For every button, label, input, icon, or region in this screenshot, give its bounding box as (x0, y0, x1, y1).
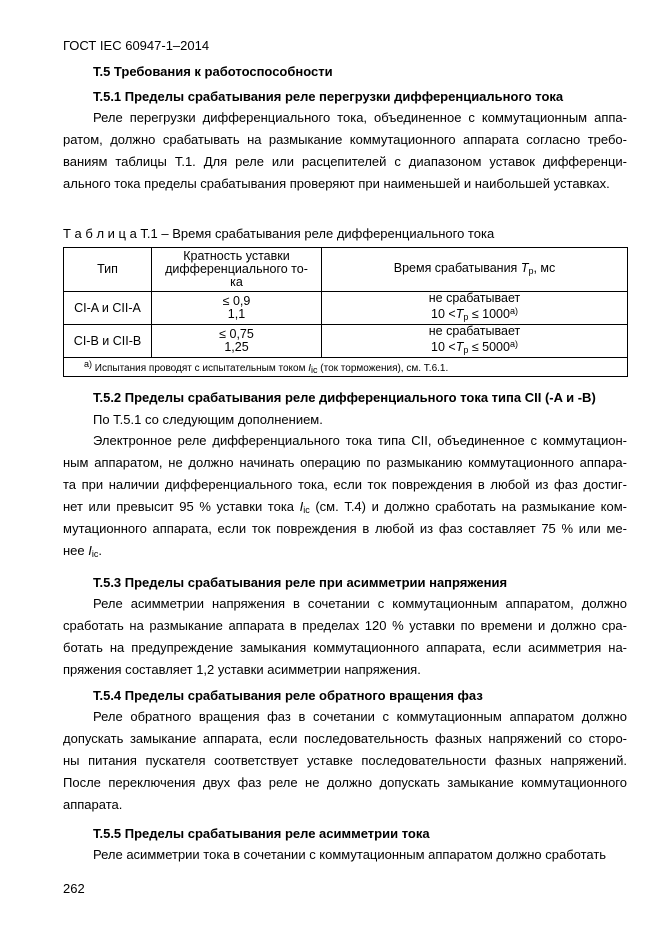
text-line: ваниям таблицы Т.1. Для реле или расцепителей с диапазоном уставок дифференци- (63, 154, 627, 169)
current-sub: ic (91, 549, 99, 559)
section-heading-t51: Т.5.1 Пределы срабатывания реле перегрузки дифференциального тока (93, 89, 564, 104)
table-row (64, 292, 628, 325)
cell-type: CI-B и CII-B (64, 325, 152, 358)
text-line: Реле асимметрии напряжения в сочетании с коммутационным аппаратом, должно (93, 596, 627, 611)
header-time-sub: р (528, 265, 534, 276)
table-t1 (63, 247, 628, 377)
time-value: не срабатывает (428, 324, 521, 338)
section-heading-t54: Т.5.4 Пределы срабатывания реле обратного вращения фаз (93, 688, 483, 703)
cell-ratio (152, 325, 322, 358)
header-ratio-line: ка (230, 275, 243, 289)
footnote-text: (ток торможения), см. Т.6.1. (317, 363, 449, 374)
text-line: мутационного аппарата, если ток повреждения в любой из фаз составляет 75 % или ме- (63, 521, 627, 536)
ratio-value: 1,1 (227, 307, 246, 321)
current-symbol: I (88, 543, 92, 558)
time-value: 10 < (431, 307, 456, 321)
time-symbol: T (455, 340, 464, 354)
ratio-value: ≤ 0,75 (219, 327, 254, 341)
text-line: Реле перегрузки дифференциального тока, объединенное с коммутационным аппа- (93, 110, 627, 125)
paragraph-t52 (63, 430, 627, 562)
paragraph-t54 (63, 706, 627, 816)
header-time-text: Время срабатывания (393, 260, 521, 275)
paragraph-t53 (63, 593, 627, 681)
section-heading-t53: Т.5.3 Пределы срабатывания реле при асимметрии напряжения (93, 575, 508, 590)
text-line: ратом, должно срабатывать на размыкание коммутационного аппарата согласно требо- (63, 132, 627, 147)
text-line: Реле обратного вращения фаз в сочетании с коммутационным аппаратом должно (93, 709, 627, 724)
page-number: 262 (63, 881, 85, 896)
cell-type: CI-A и CII-A (64, 292, 152, 325)
cell-time (322, 325, 628, 358)
table-header-row (64, 248, 628, 292)
header-time (322, 248, 628, 292)
paragraph-t51 (63, 107, 627, 195)
header-ratio-line: Кратность уставки (183, 249, 290, 263)
text-run: . (98, 543, 103, 558)
paragraph-t55 (63, 844, 627, 866)
text-line: ботать на предупреждение замыкания коммутационного аппарата, если асимметрия на- (63, 640, 627, 655)
text-line: ального тока пределы срабатывания проверяют при наименьшей и наибольшей уставках. (63, 176, 610, 191)
table-caption: Т а б л и ц а Т.1 – Время срабатывания реле дифференциального тока (63, 226, 495, 241)
text-line: Реле асимметрии тока в сочетании с коммутационным аппаратом должно сработать (93, 847, 607, 862)
current-symbol: I (299, 499, 304, 514)
footnote-symbol: I (308, 363, 311, 374)
section-heading-t5: Т.5 Требования к работоспособности (93, 64, 333, 79)
document-header: ГОСТ IEC 60947-1–2014 (63, 38, 210, 53)
header-type: Тип (64, 248, 152, 292)
section-heading-t55: Т.5.5 Пределы срабатывания реле асимметрии тока (93, 826, 430, 841)
time-value: ≤ 1000 (468, 307, 510, 321)
current-sub: ic (303, 505, 310, 515)
paragraph-t52-intro: По Т.5.1 со следующим дополнением. (93, 412, 323, 427)
time-value: 10 < (431, 340, 456, 354)
footnote-text: Испытания проводят с испытательным током (92, 363, 309, 374)
text-line (63, 540, 627, 562)
footnote-mark: а) (509, 306, 518, 316)
ratio-value: ≤ 0,9 (222, 294, 251, 308)
table-footnote (64, 358, 628, 377)
time-sub: р (463, 345, 469, 355)
cell-time (322, 292, 628, 325)
header-time-unit: , мс (533, 260, 556, 275)
header-ratio (152, 248, 322, 292)
text-line: ным аппаратом, не должно начинать операцию по размыканию коммутационного аппара- (63, 455, 627, 470)
text-line: аппарата. (63, 797, 123, 812)
cell-ratio (152, 292, 322, 325)
time-value: не срабатывает (428, 291, 521, 305)
text-run: (см. Т.4) и должно сработать на размыкание ком- (309, 499, 627, 514)
text-line: та при наличии дифференциального тока, если ток повреждения в любой из фаз достиг- (63, 477, 627, 492)
section-heading-t52: Т.5.2 Пределы срабатывания реле дифференциального тока типа CII (-A и -B) (93, 390, 596, 405)
text-line: ны питания пускателя соответствует уставке последовательности фазных напряжений. (63, 753, 627, 768)
time-sub: р (463, 312, 469, 322)
header-ratio-line: дифференциального то- (165, 262, 308, 276)
text-line: Электронное реле дифференциального тока типа CII, объединенное с коммутацион- (93, 433, 627, 448)
footnote-mark: а) (84, 359, 93, 369)
text-line: пряжения составляет 1,2 уставки асимметрии напряжения. (63, 662, 421, 677)
table-row (64, 325, 628, 358)
text-line: После переключения двух фаз реле не должно допускать замыкание коммутационного (63, 775, 627, 790)
text-run: нет или превысит 95 % уставки тока (63, 499, 300, 514)
footnote-sub: ic (311, 365, 318, 375)
table-note-row (64, 358, 628, 377)
text-line: допускать замыкание аппарата, если последовательность фазных напряжений со сторо- (63, 731, 627, 746)
ratio-value: 1,25 (224, 340, 249, 354)
footnote-mark: а) (509, 339, 518, 349)
header-time-symbol: T (520, 260, 529, 275)
time-symbol: T (455, 307, 464, 321)
text-line (63, 496, 627, 518)
text-run: нее (63, 543, 89, 558)
time-value: ≤ 5000 (468, 340, 510, 354)
text-line: сработать на размыкание аппарата в пределах 120 % уставки по времени и должно сра- (63, 618, 627, 633)
